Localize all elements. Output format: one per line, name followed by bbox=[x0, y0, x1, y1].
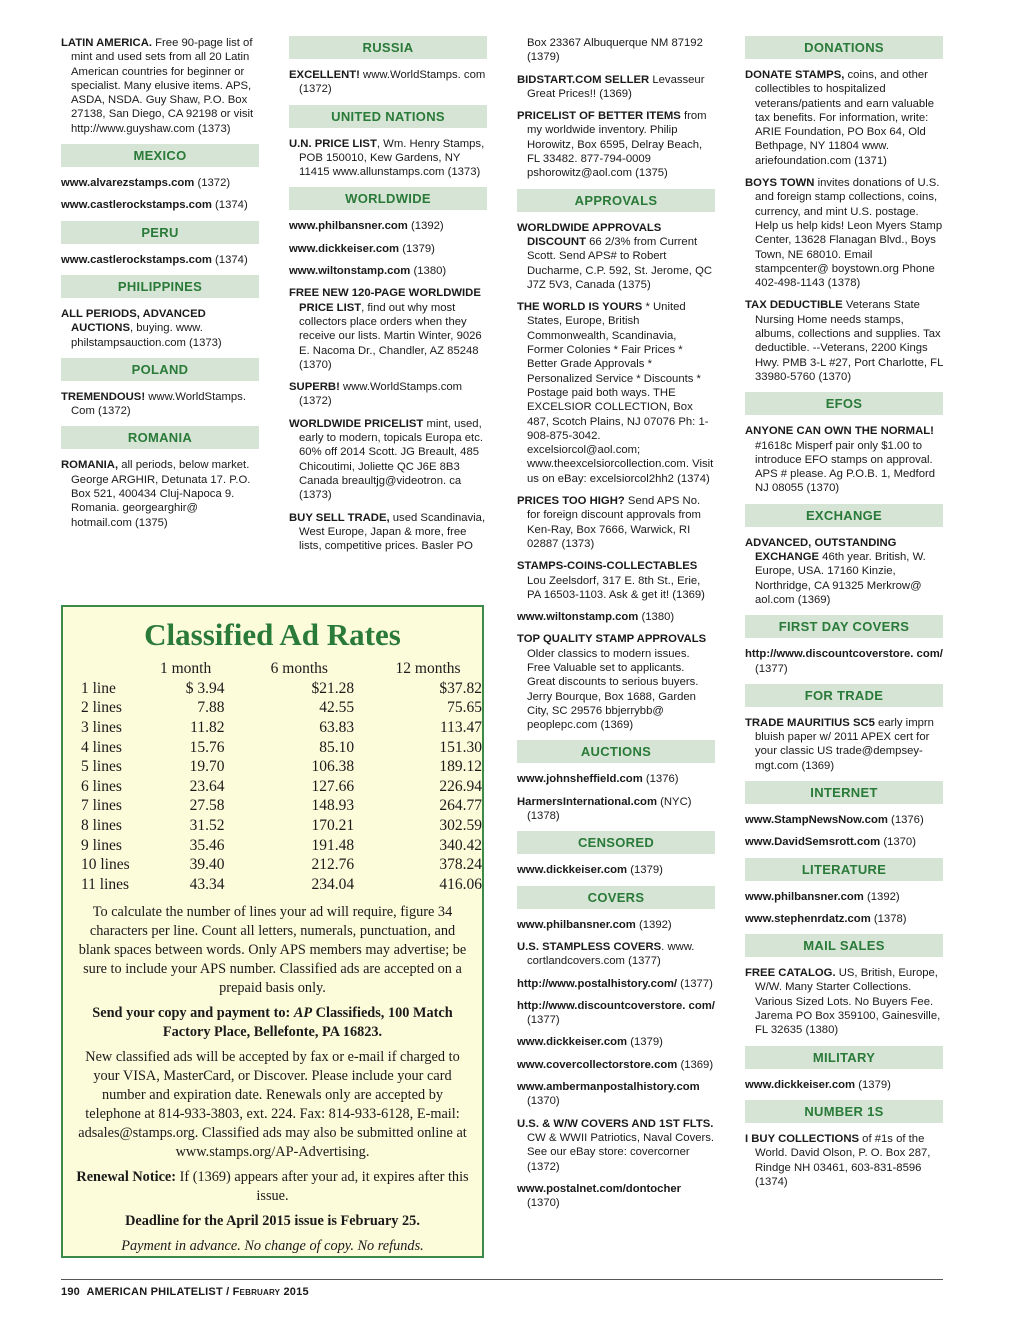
section-header-philippines: PHILIPPINES bbox=[61, 275, 259, 298]
ad-body: (1392) bbox=[407, 220, 444, 233]
ad-headline: WORLDWIDE APPROVALS DISCOUNT bbox=[517, 221, 662, 248]
ad-headline: www.covercollectorstore.com bbox=[517, 1058, 678, 1071]
ad-headline: HarmersInternational.com bbox=[517, 795, 657, 808]
ad-headline: www.dickkeiser.com bbox=[517, 864, 628, 877]
rate-lines: 2 lines bbox=[81, 699, 122, 717]
classified-ad bbox=[517, 632, 715, 732]
rates-row bbox=[81, 855, 482, 875]
classified-ad bbox=[517, 977, 715, 991]
rates-instructions: To calculate the number of lines your ad will require, figure 34 characters per line. Count all letters, numerals, punctuation, and blank spaces between words. Only APS members may advertise; be sure to include your APS number. Classified ads are accepted on a prepaid basis only. bbox=[78, 903, 467, 996]
ad-headline: www.castlerockstamps.com bbox=[61, 199, 212, 212]
ad-body: from my worldwide inventory. Philip Horowitz, Box 6595, Delray Beach, FL 33482. 877-794-0009 pshorowitz@aol.com (1375) bbox=[527, 110, 707, 180]
ad-headline: U.S. STAMPLESS COVERS bbox=[517, 940, 662, 953]
rates-row bbox=[81, 836, 482, 856]
classified-ad bbox=[289, 242, 487, 256]
ad-headline: http://www.postalhistory.com/ bbox=[517, 977, 678, 990]
page-number: 190 bbox=[61, 1286, 80, 1298]
rate-12-months: 75.65 bbox=[447, 699, 482, 717]
rate-1-month: 39.40 bbox=[189, 856, 225, 874]
classified-ad bbox=[745, 1078, 943, 1092]
section-header-for-trade: FOR TRADE bbox=[745, 684, 943, 707]
rates-table bbox=[81, 659, 482, 895]
ad-body: Older classics to modern issues. Free Valuable set to applicants. Great discounts to serious buyers. Jerry Bourque, Box 1688, Garden City, SC 29576 bbjerrybb@ peoplepc.com (1369) bbox=[527, 647, 699, 732]
column-4 bbox=[745, 36, 943, 1197]
rate-lines: 10 lines bbox=[81, 856, 130, 874]
ad-body: www.WorldStamps.com (1372) bbox=[299, 381, 463, 408]
rate-12-months: 340.42 bbox=[439, 836, 482, 854]
ad-body: Levasseur Great Prices!! (1369) bbox=[527, 73, 705, 100]
ad-body: www.WorldStamps. com (1372) bbox=[299, 69, 486, 96]
ad-body: Box 23367 Albuquerque NM 87192 (1379) bbox=[527, 37, 703, 64]
ad-headline: ANYONE CAN OWN THE NORMAL! bbox=[745, 425, 934, 438]
ad-body: Lou Zeelsdorf, 317 E. 8th St., Erie, PA 16503-1103. Ask & get it! (1369) bbox=[527, 574, 705, 601]
classified-ad bbox=[289, 137, 487, 180]
ad-body: (1379) bbox=[627, 1036, 663, 1049]
classified-ad-rates-box bbox=[61, 605, 484, 1258]
ad-body: (1376) bbox=[887, 813, 924, 826]
rate-1-month: 27.58 bbox=[189, 797, 225, 815]
rate-12-months: 226.94 bbox=[439, 777, 482, 795]
classified-ad bbox=[745, 536, 943, 607]
ad-body: (1377) bbox=[527, 1014, 560, 1027]
ad-body: CW & WWII Patriotics, Naval Covers. See our eBay store: covercorner (1372) bbox=[527, 1131, 715, 1173]
ad-headline: www.ambermanpostalhistory.com bbox=[517, 1081, 700, 1094]
ad-body: (1376) bbox=[642, 773, 679, 786]
section-header-romania: ROMANIA bbox=[61, 426, 259, 449]
section-header-number-1s: NUMBER 1S bbox=[745, 1100, 943, 1123]
ad-headline: SUPERB! bbox=[289, 381, 340, 394]
column-3 bbox=[517, 36, 715, 1218]
classified-ad bbox=[517, 559, 715, 602]
ad-body: (1379) bbox=[627, 864, 663, 877]
rate-lines: 11 lines bbox=[81, 875, 130, 893]
classified-ad bbox=[61, 458, 259, 529]
classified-ad bbox=[61, 390, 259, 419]
ad-body: #1618c Misperf pair only $1.00 to introduce EFO stamps on approval. APS # please. Ag P.O.B. 1, Medford NJ 08055 (1370) bbox=[755, 439, 936, 495]
rates-payment: Payment in advance. No change of copy. No refunds. bbox=[121, 1237, 424, 1254]
ad-body: all periods, below market. George ARGHIR, Detunata 17. P.O. Box 521, 400434 Cluj-Napoca 9. Romania. georgearghir@ hotmail.com (1375) bbox=[71, 459, 251, 529]
ad-body: Veterans State Nursing Home needs stamps, albums, collections and supplies. Tax deductible. --Veterans, 2200 Kings Hwy. PMB 3-L #27, Port Charlotte, FL 33980-5760 (1370) bbox=[755, 299, 943, 383]
rate-1-month: $ 3.94 bbox=[185, 679, 225, 697]
classified-ad bbox=[517, 772, 715, 786]
rates-row bbox=[81, 718, 482, 738]
ad-headline: THE WORLD IS YOURS bbox=[517, 301, 643, 314]
ad-body: (1377) bbox=[755, 662, 788, 675]
ad-headline: TRADE MAURITIUS SC5 bbox=[745, 716, 875, 729]
ad-body: * United States, Europe, British Commonwealth, Scandinavia, Former Colonies * Fair Prices * Better Grade Approvals * Personalized Service * Discounts * Postage paid both ways. THE EXCELSIOR COLLECTION, Box 487, Scotch Plains, NJ 07076 Ph: 1-908-875-3042. excelsiorcol@aol.com; www.theexcelsiorcollection.com. Visit us on eBay: excelsiorcol2hh2 (1374) bbox=[527, 301, 714, 485]
rates-row bbox=[81, 738, 482, 758]
ad-body: (1392) bbox=[863, 890, 900, 903]
rates-row bbox=[81, 797, 482, 817]
rate-lines: 1 line bbox=[81, 679, 116, 697]
rate-1-month: 35.46 bbox=[189, 836, 225, 854]
rate-12-months: 151.30 bbox=[439, 738, 482, 756]
ad-body: , Wm. Henry Stamps, POB 150010, Kew Gardens, NY 11415 www.allunstamps.com (1373) bbox=[299, 137, 485, 179]
ad-headline: TREMENDOUS! bbox=[61, 390, 146, 403]
classified-ad bbox=[745, 966, 943, 1037]
rate-12-months: 189.12 bbox=[439, 758, 482, 776]
ad-body: (1374) bbox=[211, 199, 248, 212]
rate-1-month: 15.76 bbox=[189, 738, 225, 756]
ad-headline: www.philbansner.com bbox=[745, 890, 864, 903]
classified-ad bbox=[517, 36, 715, 65]
section-header-exchange: EXCHANGE bbox=[745, 504, 943, 527]
rate-1-month: 19.70 bbox=[189, 758, 225, 776]
section-header-mail-sales: MAIL SALES bbox=[745, 934, 943, 957]
rate-lines: 3 lines bbox=[81, 718, 122, 736]
ad-body: invites donations of U.S. and foreign stamp collections, coins, currency, and mint U.S. postage. Help us help kids! Leon Myers Stamp Center, 13628 Flanagan Blvd., Boys Town, NE 68010. Email stampcenter@ boystown.org Phone 402-498-1143 (1378) bbox=[755, 177, 943, 290]
ad-body: (1378) bbox=[870, 912, 907, 925]
section-header-mexico: MEXICO bbox=[61, 144, 259, 167]
ad-headline: PRICELIST OF BETTER ITEMS bbox=[517, 110, 681, 123]
ad-headline: BOYS TOWN bbox=[745, 177, 815, 190]
ad-headline: I BUY COLLECTIONS bbox=[745, 1132, 860, 1145]
section-header-literature: LITERATURE bbox=[745, 858, 943, 881]
rates-send-to: Send your copy and payment to: AP Classifieds, 100 Match Factory Place, Bellefonte, PA 16823. bbox=[92, 1004, 453, 1040]
ad-body: (1369) bbox=[677, 1058, 714, 1071]
classified-ad bbox=[289, 417, 487, 503]
ad-headline: www.philbansner.com bbox=[289, 220, 408, 233]
rates-title: Classified Ad Rates bbox=[144, 617, 401, 652]
ad-headline: www.StampNewsNow.com bbox=[745, 813, 888, 826]
ad-headline: www.DavidSemsrott.com bbox=[745, 836, 881, 849]
ad-body: mint, used, early to modern, topicals Europa etc. 60% off 2014 Scott. JG Breault, 485 Chicoutimi, Joliette QC J6E 8B3 Canada breaultjg@videotron. ca (1373) bbox=[299, 417, 483, 502]
ad-headline: DONATE STAMPS, bbox=[745, 69, 845, 81]
rate-6-months: 191.48 bbox=[311, 836, 355, 854]
ad-body: US, British, Europe, W/W. Many Starter Collections. Various Sized Lots. No Buyers Fee. Jarema PO Box 359100, Gainesville, FL 32635 (1380) bbox=[755, 967, 941, 1037]
rate-lines: 8 lines bbox=[81, 816, 122, 834]
ad-headline: U.S. & W/W COVERS AND 1ST FLTS. bbox=[517, 1117, 714, 1130]
ad-body: Free 90-page list of mint and used sets from all 20 Latin American countries for beginner or specialist. Many elusive items. APS, ASDA, NSDA. Guy Shaw, P.O. Box 27138, San Diego, CA 92198 or visit http://www.guyshaw.com (1373) bbox=[71, 37, 254, 135]
ad-body: (1370) bbox=[527, 1095, 560, 1108]
rate-12-months: 264.77 bbox=[439, 797, 482, 815]
classified-ad bbox=[289, 68, 487, 97]
classified-ad bbox=[517, 221, 715, 292]
classified-ad bbox=[517, 109, 715, 180]
classified-ad bbox=[745, 176, 943, 290]
rates-acceptance: New classified ads will be accepted by fax or e-mail if charged to your VISA, MasterCard, or Discover. Please include your card number and expiration date. Renewals only are accepted by telephone at 814-933-3803, ext. 224. Fax: 814-933-6128, E-mail: adsales@stamps.org. Classified ads may also be submitted online at www.stamps.org/AP-Advertising. bbox=[78, 1048, 467, 1160]
classified-ad bbox=[289, 264, 487, 278]
rate-1-month: 23.64 bbox=[189, 777, 225, 795]
page-footer bbox=[61, 1286, 309, 1298]
ad-headline: U.N. PRICE LIST bbox=[289, 137, 377, 150]
ad-headline: www.dickkeiser.com bbox=[517, 1036, 628, 1049]
classified-ad bbox=[745, 68, 943, 168]
ad-body: (1380) bbox=[410, 265, 447, 278]
rate-lines: 9 lines bbox=[81, 836, 122, 854]
ad-body: (1370) bbox=[527, 1197, 560, 1210]
rates-info bbox=[75, 903, 470, 1256]
rate-1-month: 43.34 bbox=[189, 875, 225, 893]
classified-ad bbox=[61, 36, 259, 136]
rate-lines: 6 lines bbox=[81, 777, 122, 795]
column-2 bbox=[289, 36, 487, 561]
section-header-covers: COVERS bbox=[517, 886, 715, 909]
ad-headline: EXCELLENT! bbox=[289, 69, 360, 81]
ad-headline: www.dickkeiser.com bbox=[745, 1078, 856, 1091]
ad-headline: ADVANCED, OUTSTANDING EXCHANGE bbox=[745, 536, 897, 564]
rate-12-months: 378.24 bbox=[439, 856, 482, 874]
footer-rule bbox=[61, 1279, 943, 1280]
rates-row bbox=[81, 699, 482, 719]
rate-6-months: 170.21 bbox=[311, 816, 355, 834]
rates-row bbox=[81, 777, 482, 797]
section-header-efos: EFOS bbox=[745, 392, 943, 415]
ad-body: of #1s of the World. David Olson, P. O. Box 287, Rindge NH 03461, 603-831-8596 (1374) bbox=[755, 1132, 931, 1188]
ad-headline: FREE CATALOG. bbox=[745, 967, 836, 980]
rate-6-months: 85.10 bbox=[319, 738, 355, 756]
classified-ad bbox=[289, 511, 487, 554]
classified-ad bbox=[517, 1080, 715, 1109]
ad-headline: www.johnsheffield.com bbox=[517, 773, 643, 786]
rate-6-months: 148.93 bbox=[311, 797, 355, 815]
ad-headline: FREE NEW 120-PAGE WORLDWIDE PRICE LIST bbox=[289, 287, 481, 314]
ad-headline: http://www.discountcoverstore. com/ bbox=[517, 999, 715, 1012]
section-header-internet: INTERNET bbox=[745, 781, 943, 804]
rate-1-month: 7.88 bbox=[197, 699, 225, 717]
ad-body: 66 2/3% from Current Scott. Send APS# to Robert Ducharme, C.P. 592, St. Jerome, QC J7Z 5V3, Canada (1375) bbox=[527, 235, 713, 291]
ad-headline: www.alvarezstamps.com bbox=[61, 177, 195, 190]
classified-ad bbox=[289, 286, 487, 372]
classified-ad bbox=[517, 1117, 715, 1174]
rate-6-months: 234.04 bbox=[311, 875, 355, 893]
classified-ad bbox=[517, 610, 715, 624]
rate-1-month: 11.82 bbox=[190, 718, 225, 736]
classified-ad bbox=[745, 912, 943, 926]
rates-col-12-months: 12 months bbox=[395, 660, 461, 677]
rate-lines: 7 lines bbox=[81, 797, 122, 815]
section-header-united-nations: UNITED NATIONS bbox=[289, 105, 487, 128]
rates-col-6-months: 6 months bbox=[270, 660, 328, 677]
section-header-auctions: AUCTIONS bbox=[517, 740, 715, 763]
ad-headline: ALL PERIODS, ADVANCED AUCTIONS bbox=[61, 307, 206, 335]
section-header-military: MILITARY bbox=[745, 1046, 943, 1069]
classified-ad bbox=[517, 999, 715, 1028]
rate-lines: 5 lines bbox=[81, 758, 122, 776]
rate-12-months: $37.82 bbox=[439, 679, 482, 697]
ad-headline: TOP QUALITY STAMP APPROVALS bbox=[517, 633, 707, 646]
ad-headline: STAMPS-COINS-COLLECTABLES bbox=[517, 560, 698, 573]
section-header-censored: CENSORED bbox=[517, 831, 715, 854]
ad-headline: WORLDWIDE PRICELIST bbox=[289, 417, 424, 430]
ad-body: (1380) bbox=[638, 611, 675, 624]
rate-12-months: 302.59 bbox=[439, 816, 482, 834]
issue-month: February bbox=[232, 1286, 281, 1298]
classified-ad bbox=[517, 73, 715, 102]
classified-ad bbox=[517, 918, 715, 932]
ad-headline: www.dickkeiser.com bbox=[289, 242, 400, 255]
classified-ad bbox=[517, 863, 715, 877]
ad-headline: PRICES TOO HIGH? bbox=[517, 495, 625, 508]
classified-ad bbox=[61, 253, 259, 267]
section-header-first-day-covers: FIRST DAY COVERS bbox=[745, 615, 943, 638]
classified-ad bbox=[61, 198, 259, 212]
issue-year: 2015 bbox=[280, 1286, 309, 1298]
ad-body: coins, and other collectibles to hospitalized veterans/patients and earn valuable tax benefits. For information, write: ARIE Foundation, PO Box 64, Old Bethpage, NY 11804 www. ariefoundation.com (1371) bbox=[755, 69, 934, 167]
rates-col-1-month: 1 month bbox=[160, 660, 212, 677]
ad-headline: www.postalnet.com/dontocher bbox=[517, 1182, 682, 1195]
classified-ad bbox=[745, 890, 943, 904]
magazine-name: AMERICAN PHILATELIST / bbox=[86, 1286, 233, 1298]
rate-6-months: 42.55 bbox=[319, 699, 355, 717]
classified-ad bbox=[745, 835, 943, 849]
ad-body: (1379) bbox=[855, 1078, 891, 1091]
ad-headline: www.wiltonstamp.com bbox=[289, 265, 411, 278]
ad-headline: LATIN AMERICA. bbox=[61, 37, 152, 49]
section-header-poland: POLAND bbox=[61, 358, 259, 381]
rate-6-months: $21.28 bbox=[311, 679, 355, 697]
classified-ad bbox=[745, 716, 943, 773]
rates-row bbox=[81, 816, 482, 836]
rate-lines: 4 lines bbox=[81, 738, 122, 756]
ad-headline: www.wiltonstamp.com bbox=[517, 611, 639, 624]
classified-ad bbox=[517, 795, 715, 824]
ad-body: Send APS No. for foreign discount approvals from Ken-Ray, Box 7666, Warwick, RI 02887 (1373) bbox=[527, 495, 701, 550]
classified-ad bbox=[745, 298, 943, 384]
ad-headline: TAX DEDUCTIBLE bbox=[745, 299, 843, 312]
ad-body: (1374) bbox=[211, 253, 248, 266]
ad-body: (1372) bbox=[194, 177, 231, 190]
ad-headline: www.philbansner.com bbox=[517, 918, 636, 931]
classified-ad bbox=[517, 1035, 715, 1049]
ad-body: . www. cortlandcovers.com (1377) bbox=[527, 940, 695, 968]
ad-body: (NYC) (1378) bbox=[527, 795, 692, 823]
ad-body: (1370) bbox=[880, 836, 916, 849]
classified-ad bbox=[61, 176, 259, 190]
rate-12-months: 113.47 bbox=[439, 718, 482, 736]
ad-headline: http://www.discountcoverstore. com/ bbox=[745, 648, 943, 661]
ad-body: used Scandinavia, West Europe, Japan & more, free lists, competitive prices. Basler PO bbox=[299, 511, 486, 553]
column-1 bbox=[61, 36, 259, 538]
classified-ad bbox=[517, 300, 715, 486]
rate-6-months: 63.83 bbox=[319, 718, 355, 736]
rates-row bbox=[81, 875, 482, 895]
rate-12-months: 416.06 bbox=[439, 875, 482, 893]
rates-row bbox=[81, 757, 482, 777]
classified-ad bbox=[745, 1132, 943, 1189]
ad-body: (1377) bbox=[677, 977, 713, 990]
rates-header-row bbox=[81, 659, 482, 679]
ad-headline: www.castlerockstamps.com bbox=[61, 253, 212, 266]
section-header-russia: RUSSIA bbox=[289, 36, 487, 59]
ad-body: (1392) bbox=[635, 918, 672, 931]
ad-headline: ROMANIA, bbox=[61, 459, 119, 472]
ad-body: (1379) bbox=[399, 242, 435, 255]
rate-6-months: 212.76 bbox=[311, 856, 355, 874]
rates-row bbox=[81, 679, 482, 699]
classified-ad bbox=[745, 647, 943, 676]
ad-headline: www.stephenrdatz.com bbox=[745, 912, 871, 925]
section-header-approvals: APPROVALS bbox=[517, 189, 715, 212]
rate-1-month: 31.52 bbox=[189, 816, 225, 834]
section-header-donations: DONATIONS bbox=[745, 36, 943, 59]
rates-renewal: Renewal Notice: If (1369) appears after your ad, it expires after this issue. bbox=[76, 1168, 469, 1204]
ad-body: , find out why most collectors place orders when they receive our lists. Martin Winter, 9026 E. Nacoma Dr., Chandler, AZ 85248 (1370) bbox=[299, 301, 482, 371]
ad-body: early imprn bluish paper w/ 2011 APEX cert for your classic US trade@dempsey-mgt.com (1369) bbox=[755, 716, 934, 772]
ad-headline: BUY SELL TRADE, bbox=[289, 511, 390, 524]
classified-ad bbox=[517, 494, 715, 551]
classified-ad bbox=[745, 424, 943, 495]
section-header-worldwide: WORLDWIDE bbox=[289, 187, 487, 210]
rate-6-months: 127.66 bbox=[311, 777, 355, 795]
rates-deadline: Deadline for the April 2015 issue is February 25. bbox=[125, 1212, 420, 1229]
classified-ad bbox=[289, 380, 487, 409]
classified-ad bbox=[517, 1182, 715, 1211]
classified-ad bbox=[745, 813, 943, 827]
ad-headline: BIDSTART.COM SELLER bbox=[517, 73, 650, 86]
classified-ad bbox=[289, 219, 487, 233]
ad-body: www.WorldStamps. Com (1372) bbox=[71, 390, 246, 418]
classified-ad bbox=[517, 1058, 715, 1072]
ad-body: 46th year. British, W. Europe, USA. 17160 Kinzie, Northridge, CA 91325 Merkrow@ aol.com (1369) bbox=[755, 551, 926, 606]
ad-body: , buying. www. philstampsauction.com (1373) bbox=[71, 322, 222, 349]
classified-ad bbox=[61, 307, 259, 350]
rate-6-months: 106.38 bbox=[311, 758, 355, 776]
section-header-peru: PERU bbox=[61, 221, 259, 244]
classified-ad bbox=[517, 940, 715, 969]
